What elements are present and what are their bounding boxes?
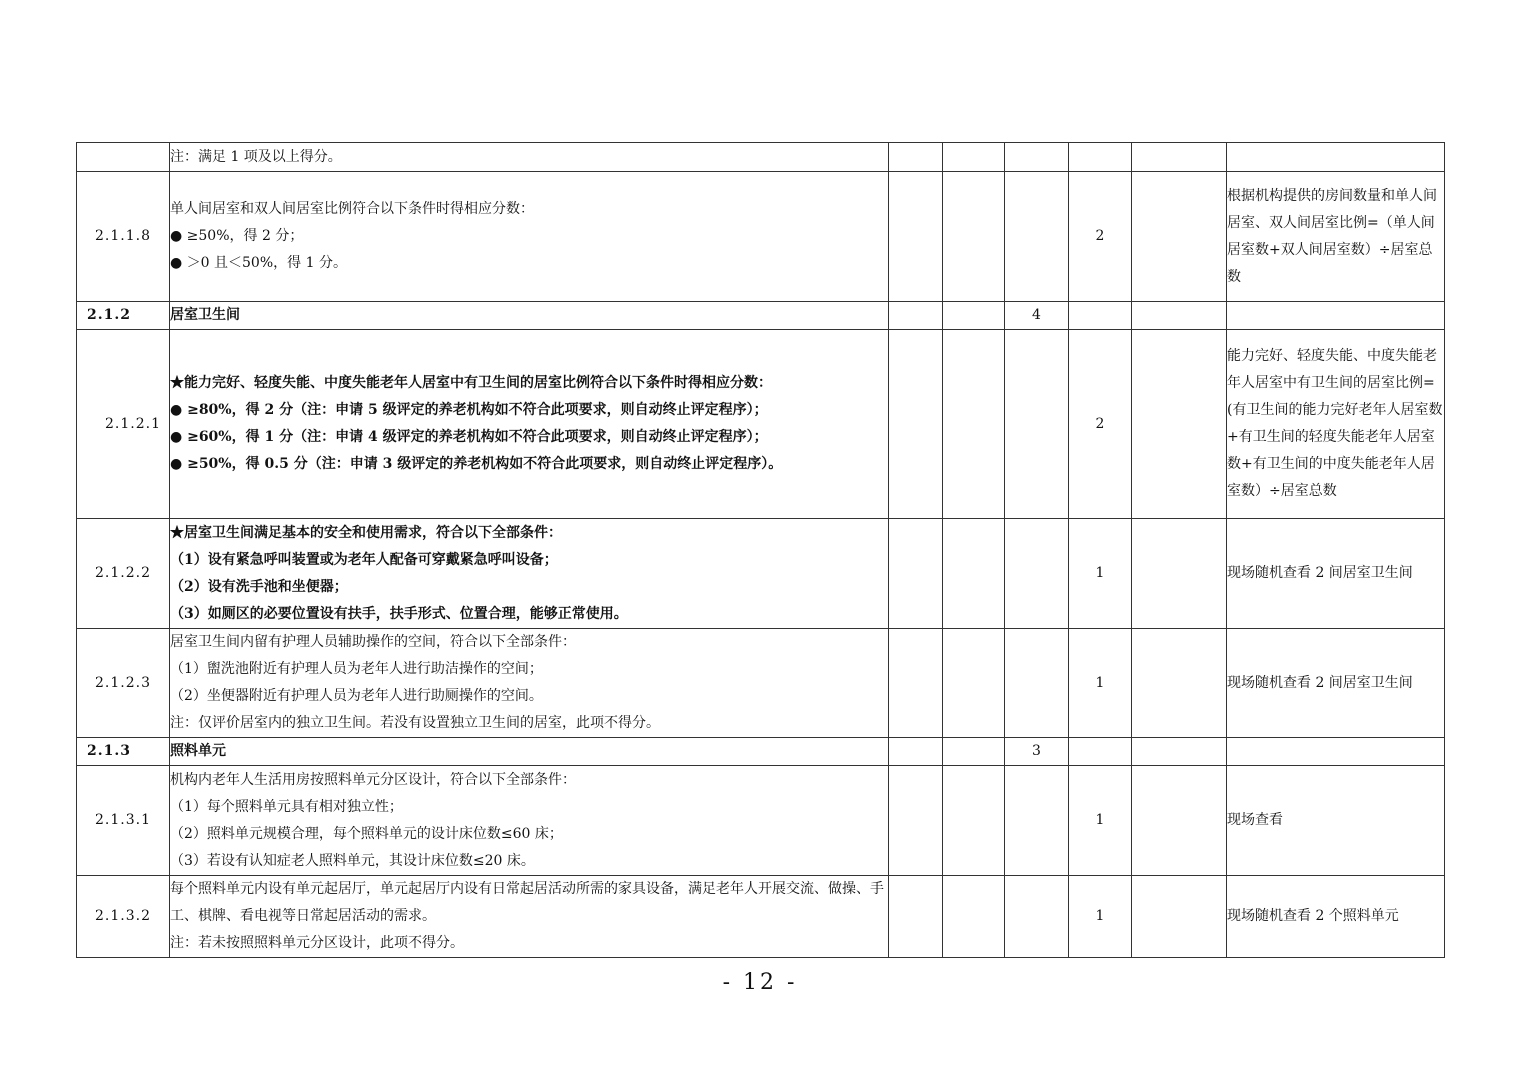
evaluation-note: 现场随机查看 2 间居室卫生间 — [1227, 519, 1445, 629]
item-id: 2.1.3.2 — [77, 876, 170, 958]
item-description — [170, 519, 889, 629]
item-id: 2.1.2.2 — [77, 519, 170, 629]
evaluation-note: 现场随机查看 2 间居室卫生间 — [1227, 629, 1445, 738]
table-row — [77, 330, 1445, 519]
section-id: 2.1.2 — [77, 302, 170, 330]
table-row — [77, 172, 1445, 302]
description-line: 单人间居室和双人间居室比例符合以下条件时得相应分数： — [170, 201, 534, 217]
description-line: ● ≥60%，得 1 分（注：申请 4 级评定的养老机构如不符合此项要求，则自动终止评定程序）； — [170, 429, 768, 445]
table-row — [77, 519, 1445, 629]
item-description — [170, 766, 889, 876]
description-line: （2）照料单元规模合理，每个照料单元的设计床位数≤60 床； — [170, 825, 563, 842]
item-id: 2.1.2.3 — [77, 629, 170, 738]
item-score: 1 — [1069, 519, 1132, 629]
item-description — [170, 876, 889, 958]
description-line: （2）坐便器附近有护理人员为老年人进行助厕操作的空间。 — [170, 688, 543, 704]
evaluation-note — [1227, 143, 1445, 172]
section-row — [77, 302, 1445, 330]
item-description — [170, 143, 889, 172]
evaluation-note — [1227, 738, 1445, 766]
description-line: ● ≥50%，得 2 分； — [170, 228, 304, 244]
item-score: 1 — [1069, 876, 1132, 958]
description-line: （2）设有洗手池和坐便器； — [170, 578, 348, 595]
description-line: 每个照料单元内设有单元起居厅，单元起居厅内设有日常起居活动所需的家具设备，满足老年人开展交流、做操、手工、棋牌、看电视等日常起居活动的需求。 — [170, 881, 884, 924]
evaluation-table — [76, 142, 1445, 958]
item-score: 1 — [1069, 629, 1132, 738]
item-description — [170, 629, 889, 738]
description-line: ● ＞0 且＜50%，得 1 分。 — [170, 255, 347, 271]
description-line: 注：若未按照照料单元分区设计，此项不得分。 — [170, 935, 464, 951]
description-line: ● ≥80%，得 2 分（注：申请 5 级评定的养老机构如不符合此项要求，则自动终止评定程序）； — [170, 402, 768, 418]
item-id: 2.1.2.1 — [77, 330, 170, 519]
item-id — [77, 143, 170, 172]
item-description — [170, 172, 889, 302]
evaluation-note — [1227, 302, 1445, 330]
description-line: 居室卫生间内留有护理人员辅助操作的空间，符合以下全部条件： — [170, 634, 576, 650]
section-id: 2.1.3 — [77, 738, 170, 766]
table-row — [77, 876, 1445, 958]
evaluation-note: 现场查看 — [1227, 766, 1445, 876]
description-line: ★居室卫生间满足基本的安全和使用需求，符合以下全部条件： — [170, 524, 562, 541]
item-description — [170, 330, 889, 519]
section-row — [77, 738, 1445, 766]
evaluation-note: 现场随机查看 2 个照料单元 — [1227, 876, 1445, 958]
section-score: 3 — [1005, 738, 1069, 766]
table-row — [77, 629, 1445, 738]
description-line: （1）盥洗池附近有护理人员为老年人进行助洁操作的空间； — [170, 661, 543, 677]
item-score: 1 — [1069, 766, 1132, 876]
description-line: ● ≥50%，得 0.5 分（注：申请 3 级评定的养老机构如不符合此项要求，则自动终止评定程序）。 — [170, 456, 783, 472]
description-line: （3）若设有认知症老人照料单元，其设计床位数≤20 床。 — [170, 852, 535, 869]
section-title: 照料单元 — [170, 738, 889, 766]
description-line: （3）如厕区的必要位置设有扶手，扶手形式、位置合理，能够正常使用。 — [170, 605, 628, 622]
description-line: （1）每个照料单元具有相对独立性； — [170, 798, 403, 815]
evaluation-note: 能力完好、轻度失能、中度失能老年人居室中有卫生间的居室比例=(有卫生间的能力完好老年人居室数+有卫生间的轻度失能老年人居室数+有卫生间的中度失能老年人居室数）÷居室总数 — [1227, 330, 1445, 519]
table-row — [77, 143, 1445, 172]
table-row — [77, 766, 1445, 876]
description-line: ★能力完好、轻度失能、中度失能老年人居室中有卫生间的居室比例符合以下条件时得相应分数： — [170, 375, 772, 391]
item-score: 2 — [1069, 172, 1132, 302]
evaluation-note: 根据机构提供的房间数量和单人间居室、双人间居室比例=（单人间居室数+双人间居室数）÷居室总数 — [1227, 172, 1445, 302]
description-line: 注：满足 1 项及以上得分。 — [170, 148, 342, 165]
item-score: 2 — [1069, 330, 1132, 519]
page-number: - 12 - — [722, 970, 798, 995]
item-id: 2.1.3.1 — [77, 766, 170, 876]
description-line: 注：仅评价居室内的独立卫生间。若没有设置独立卫生间的居室，此项不得分。 — [170, 715, 660, 731]
section-title: 居室卫生间 — [170, 302, 889, 330]
section-score: 4 — [1005, 302, 1069, 330]
item-id: 2.1.1.8 — [77, 172, 170, 302]
description-line: 机构内老年人生活用房按照料单元分区设计，符合以下全部条件： — [170, 771, 576, 788]
description-line: （1）设有紧急呼叫装置或为老年人配备可穿戴紧急呼叫设备； — [170, 551, 558, 568]
